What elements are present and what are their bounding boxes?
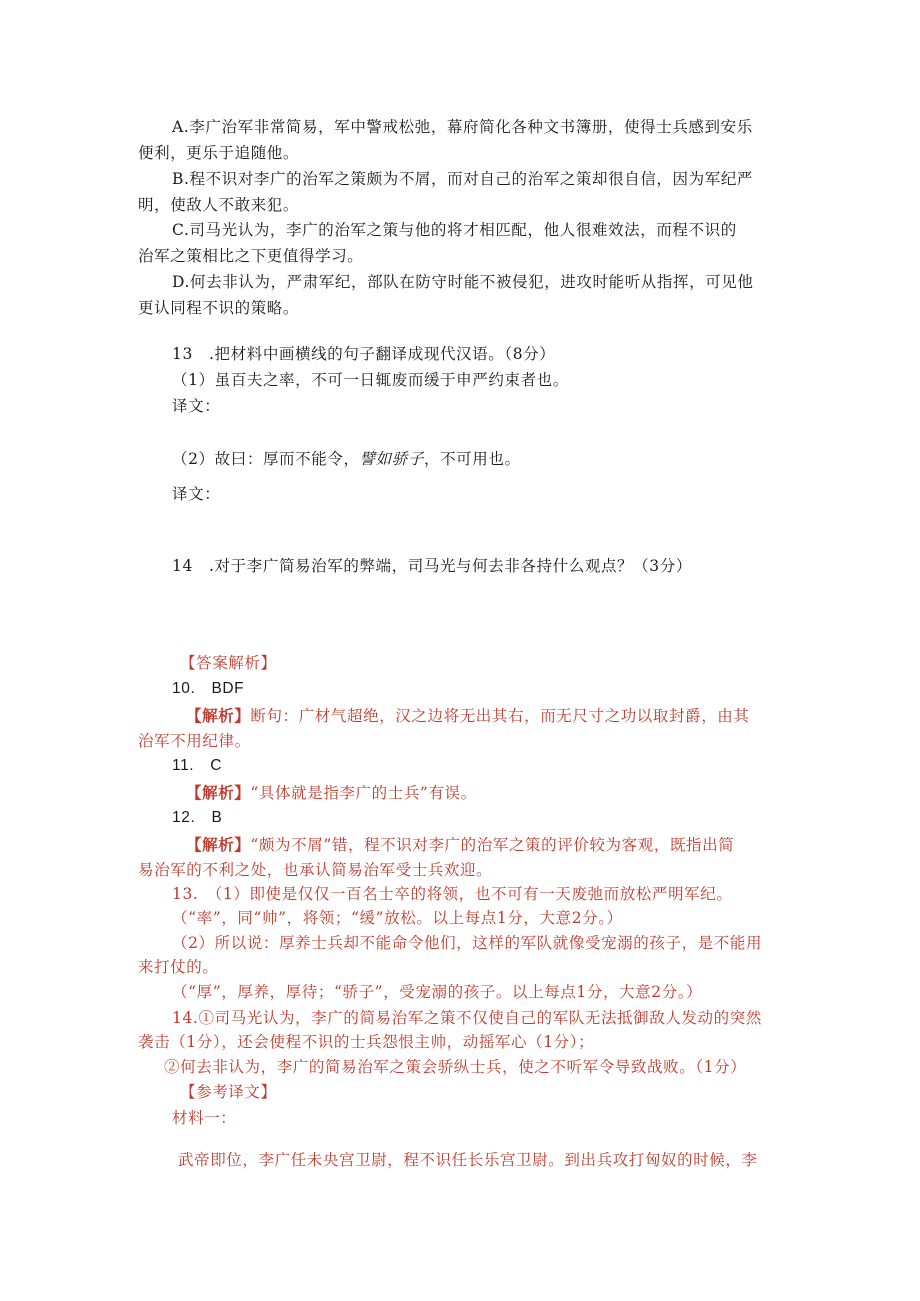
option-a-line1: A.李广治军非常简易，军中警戒松弛，幕府简化各种文书簿册，使得士兵感到安乐 [172,118,753,136]
answer-13-part-1: 13. （1）即使是仅仅一百名士卒的将领，也不可有一天废弛而放松严明军纪。 [172,885,733,903]
analysis-text: 断句：广材气超绝，汉之边将无出其右，而无尺寸之功以取封爵，由其 [250,707,750,725]
sentence-2-part-c: ，不可用也。 [423,450,521,468]
question-13-sentence-2 [172,449,521,469]
answer-14-point-1-line2: 袭击（1分），还会使程不识的士兵怨恨主帅，动摇军心（1分）； [138,1033,595,1051]
analysis-tag: 【解析】 [186,783,251,802]
option-d-line2: 更认同程不识的策略。 [138,299,300,317]
answer-13-part-2: （2）所以说：厚养士兵却不能命令他们，这样的军队就像受宠溺的孩子，是不能用 [172,934,763,952]
answer-12: 12. B [172,809,223,826]
answer-10-analysis [186,706,750,726]
answer-header: 【答案解析】 [180,654,277,672]
option-c-line1: C.司马光认为，李广的治军之策与他的将才相匹配，他人很难效法，而程不识的 [172,221,737,239]
answer-10-analysis-line2: 治军不用纪律。 [138,732,251,750]
answer-12-analysis [186,835,734,855]
answer-13-part-2-note: （“厚”，厚养，厚待；“骄子”，受宠溺的孩子。以上每点1分，大意2分。） [172,983,703,1001]
option-b-line2: 明，使敌人不敢来犯。 [138,196,300,214]
translation-paragraph: 武帝即位，李广任未央宫卫尉，程不识任长乐宫卫尉。到出兵攻打匈奴的时候，李 [178,1151,758,1169]
answer-13-part-1-note: （“率”，同“帅”，将领；“缓”放松。以上每点1分，大意2分。） [172,909,623,927]
analysis-text: “具体就是指李广的士兵”有误。 [250,784,477,802]
answer-14-point-2: ②何去非认为，李广的简易治军之策会骄纵士兵，使之不听军令导致战败。（1分） [164,1058,747,1076]
option-b-line1: B.程不识对李广的治军之策颇为不屑，而对自己的治军之策却很自信，因为军纪严 [172,170,754,188]
answer-11: 11. C [172,757,223,774]
analysis-tag: 【解析】 [186,706,251,725]
answer-11-analysis [186,783,477,803]
analysis-tag: 【解析】 [186,835,251,854]
option-a-line2: 便利，更乐于追随他。 [138,144,300,162]
sentence-2-part-a: （2）故曰：厚而不能令， [172,450,360,468]
material-label: 材料一： [172,1109,237,1127]
answer-13-part-2-line2: 来打仗的。 [138,958,219,976]
reference-translation-header: 【参考译文】 [180,1083,277,1101]
answer-10: 10. BDF [172,680,245,697]
question-14-stem: 14 .对于李广简易治军的弊端，司马光与何去非各持什么观点？（3分） [172,557,692,575]
answer-14-point-1: 14.①司马光认为，李广的简易治军之策不仅使自己的军队无法抵御敌人发动的突然 [172,1009,762,1027]
option-c-line2: 治军之策相比之下更值得学习。 [138,247,364,265]
analysis-text: “颇为不屑”错，程不识对李广的治军之策的评价较为客观，既指出简 [250,836,735,854]
question-13-stem: 13 .把材料中画横线的句子翻译成现代汉语。（8分） [172,345,556,363]
answer-12-analysis-line2: 易治军的不利之处，也承认简易治军受士兵欢迎。 [138,861,493,879]
question-13-sentence-1: （1）虽百夫之率，不可一日辄废而缓于申严约束者也。 [172,371,569,389]
sentence-2-italic: 譬如骄子 [359,450,424,468]
option-d-line1: D.何去非认为，严肃军纪，部队在防守时能不被侵犯，进攻时能听从指挥，可见他 [172,273,754,291]
question-13-translation-label-1: 译文： [172,397,221,415]
question-13-translation-label-2: 译文： [172,485,221,503]
